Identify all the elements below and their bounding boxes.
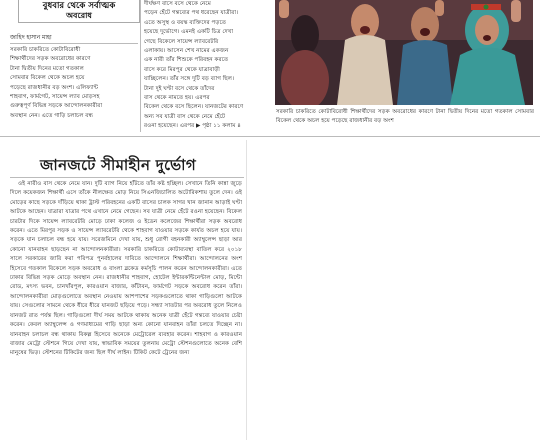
text-line: বিকেল থেকে বসে ছিলেন। যানজটের কারণে: [144, 104, 244, 111]
text-line: অন্য সব যাত্রী বাস থেকে নেমে হেঁটে: [144, 113, 226, 120]
headline-rule: [10, 177, 244, 178]
text-line: এক নারী তাঁর শিশুকে পরিবহন করতে: [144, 57, 229, 64]
section-divider: [0, 136, 540, 137]
text-line: এলাকায়। আসেন শেখ নামের একজন: [144, 48, 229, 55]
text-line: যাচ্ছিলেন। তাঁর সঙ্গে দুটি বড় ব্যাগ ছিল।: [144, 76, 235, 83]
text-line: এতে অসুস্থ ও বয়স্ক ব্যক্তিদের পড়তে: [144, 19, 227, 26]
column-divider: [246, 140, 247, 440]
section-header-line1: বুধবার থেকে সর্বাত্মক: [42, 1, 116, 11]
byline-top: জাহিদ হাসান মাহা: [10, 35, 52, 41]
text-line: টানা দুই ঘণ্টা বসে থেকে তাঁদের: [144, 85, 215, 92]
text-line: টানা দ্বিতীয় দিনের মতো গতকাল: [10, 65, 84, 72]
text-line: শিক্ষার্থীদের সড়ক অবরোধের কারণে: [10, 56, 91, 63]
text-line: বাস থেকে নামতে হয়। এরপর: [144, 95, 210, 102]
news-photo: [275, 0, 533, 105]
text-line: পড়েছে রাজধানীর বড় অংশ। এলিফ্যান্ট: [10, 84, 99, 91]
text-line: গুরুত্বপূর্ণ বিভিন্ন সড়কে আন্দোলনকারীরা: [10, 103, 103, 110]
column-divider: [140, 0, 141, 132]
photo-caption: সরকারি চাকরিতে কোটাবিরোধী শিক্ষার্থীদের সড়ক অবরোধের কারণে টানা দ্বিতীয় দিনের মতো গতকাল সোমবার বিকেল থেকে অচল হয়ে পড়েছে রাজধানীর বড় অংশ: [276, 109, 534, 124]
text-line: বাসে করে মিরপুর থেকে যাত্রাবাড়ী: [144, 66, 220, 73]
section-header-box: [18, 0, 140, 23]
text-line: সোমবার বিকেল থেকে অচল হয়ে: [10, 75, 85, 82]
article-headline: জানজটে সীমাহীন দুর্ভোগ: [40, 156, 196, 174]
text-line: রওনা হয়েছেন। এরপর ▶ পৃষ্ঠা ১১ কলাম ৪: [144, 123, 241, 130]
text-line: গেছে বিকেলে সায়েন্স ল্যাবরেটরি: [144, 38, 219, 45]
text-line: দীর্ঘক্ষণ বাসে বসে থেকে নেমে: [144, 1, 211, 7]
section-header-line2: অবরোধ: [66, 11, 92, 20]
column-2-text: [144, 0, 272, 132]
text-line: পড়েন হেঁটে গন্তব্যের পথ ধরেছেন যাত্রীরা।: [144, 10, 239, 17]
text-line: সরকারি চাকরিতে কোটাবিরোধী: [10, 47, 81, 53]
text-line: অবস্থান নেন। এতে গাড়ি চলাচল বন্ধ: [10, 112, 93, 119]
text-line: হয়েছে দুর্ভোগে। এমনই একটি চিত্র দেখা: [144, 29, 234, 36]
text-line: শাহবাগ, ফার্মগেট, সায়েন্স ল্যাব মোড়সহ: [10, 94, 100, 101]
column-1-text: [10, 46, 138, 121]
article-body: ওই নারীও বাস থেকে নেমে যান। দুটি ব্যাগ নিয়ে হাঁটতে তাঁর কষ্ট হচ্ছিল। সেখানে তিনি কান্না জুড়ে দিলে কয়েকজন শিক্ষার্থী এসে তাঁকে নীলক্ষেত মোড় নিয়ে সিএনজিচালিত অটোরিকশায় তুলে দেন। ওই মোড়ের কাছে সড়কে দাঁড়িয়ে থাকা ট্রাস্ট পরিবহনের একটি বাসের চালক সাগর খান জানান আড়াই ঘণ্টা আটকে আছেন। যাত্রারা যাত্রার পথে এখানে নেমে গেছেন। সব যাত্রী নেমে হেঁটে রওনা হয়েছেন। বিকেল চারটার দিকে সায়েন্স ল্যাবরেটরি মোড়ে ঢাকা কলেজ ও ইডেন কলেজের শিক্ষার্থীরা সড়ক অবরোধ করেন। এতে মিরপুর সড়ক ও সায়েন্স ল্যাবরেটরি থেকে শাহবাগ যাওয়ার সড়কে কার্যত অচল হয়ে যায়। সড়কে যান চলাচল বন্ধ হয়ে যায়। সরেজমিনে দেখা যায়, শুধু রোগী বহনকারী অ্যাম্বুলেন্স ছাড়া আর কোনো যানবাহন ছাড়ছেন না আন্দোলনকারীরা। সরকারি চাকরিতে কোটাব্যবস্থা বাতিল করে ২০১৮ সালে সরকারের জারি করা পরিপত্র পুনর্বহালের দাবিতে আন্দোলনে শিক্ষার্থীরা। আন্দোলনের অংশ হিসেবে গতকাল বিকেলে সড়ক অবরোধ ও বাংলা ব্লকেড কর্মসূচি পালন করেন আন্দোলনকারীরা। এতে ঢাকার বিভিন্ন সড়ক মোড়ে অবস্থান নেন। রাজধানীর শাহবাগ, হোটেল ইন্টারকন্টিনেন্টাল মোড়, মিন্টো রোড, মৎস্য ভবন, চানখাঁরপুল, কারওয়ান বাজার, কাঁটাবন, ফার্মগেট সড়কে অবরোধ করেন তাঁরা। আন্দোলনকারীরা মোড়গুলোতে অবস্থান নেওয়ায় আশপাশের সড়কগুলোতে থাকা গাড়িগুলো আটকে যায়। সেগুলোর সামনে থেকে ধীরে ধীরে যানজট ছড়িয়ে পড়ে। সন্ধ্যা সাতটার পর অবরোধ তুলে নিলেও যানজট রাত পর্যন্ত ছিল। গাড়িগুলো দীর্ঘ সময় আটকে থাকায় অনেক যাত্রী হেঁটে গন্তব্যে যাওয়ার চেষ্টা করেন। কেবল অ্যাম্বুলেন্স ও গণমাধ্যমের গাড়ি ছাড়া অন্য কোনো যানবাহন তাঁরা চলতে দিচ্ছেন না। যানবাহন চলাচল বন্ধ থাকায় বিকল্প হিসেবে অনেকে মেট্রোরেল ব্যবহার করেন। শাহবাগ ও কারওয়ান বাজার মেট্রো স্টেশনে গিয়ে দেখা যায়, স্বাভাবিক সময়ের তুলনায় মেট্রো স্টেশনগুলোতে অনেক বেশি মানুষের ভিড়। স্টেশনের টিকিটের জন্য ছিল দীর্ঘ লাইন। টিকিট কেটে ট্রেনের জন্য: [10, 181, 242, 357]
divider: [10, 43, 138, 44]
